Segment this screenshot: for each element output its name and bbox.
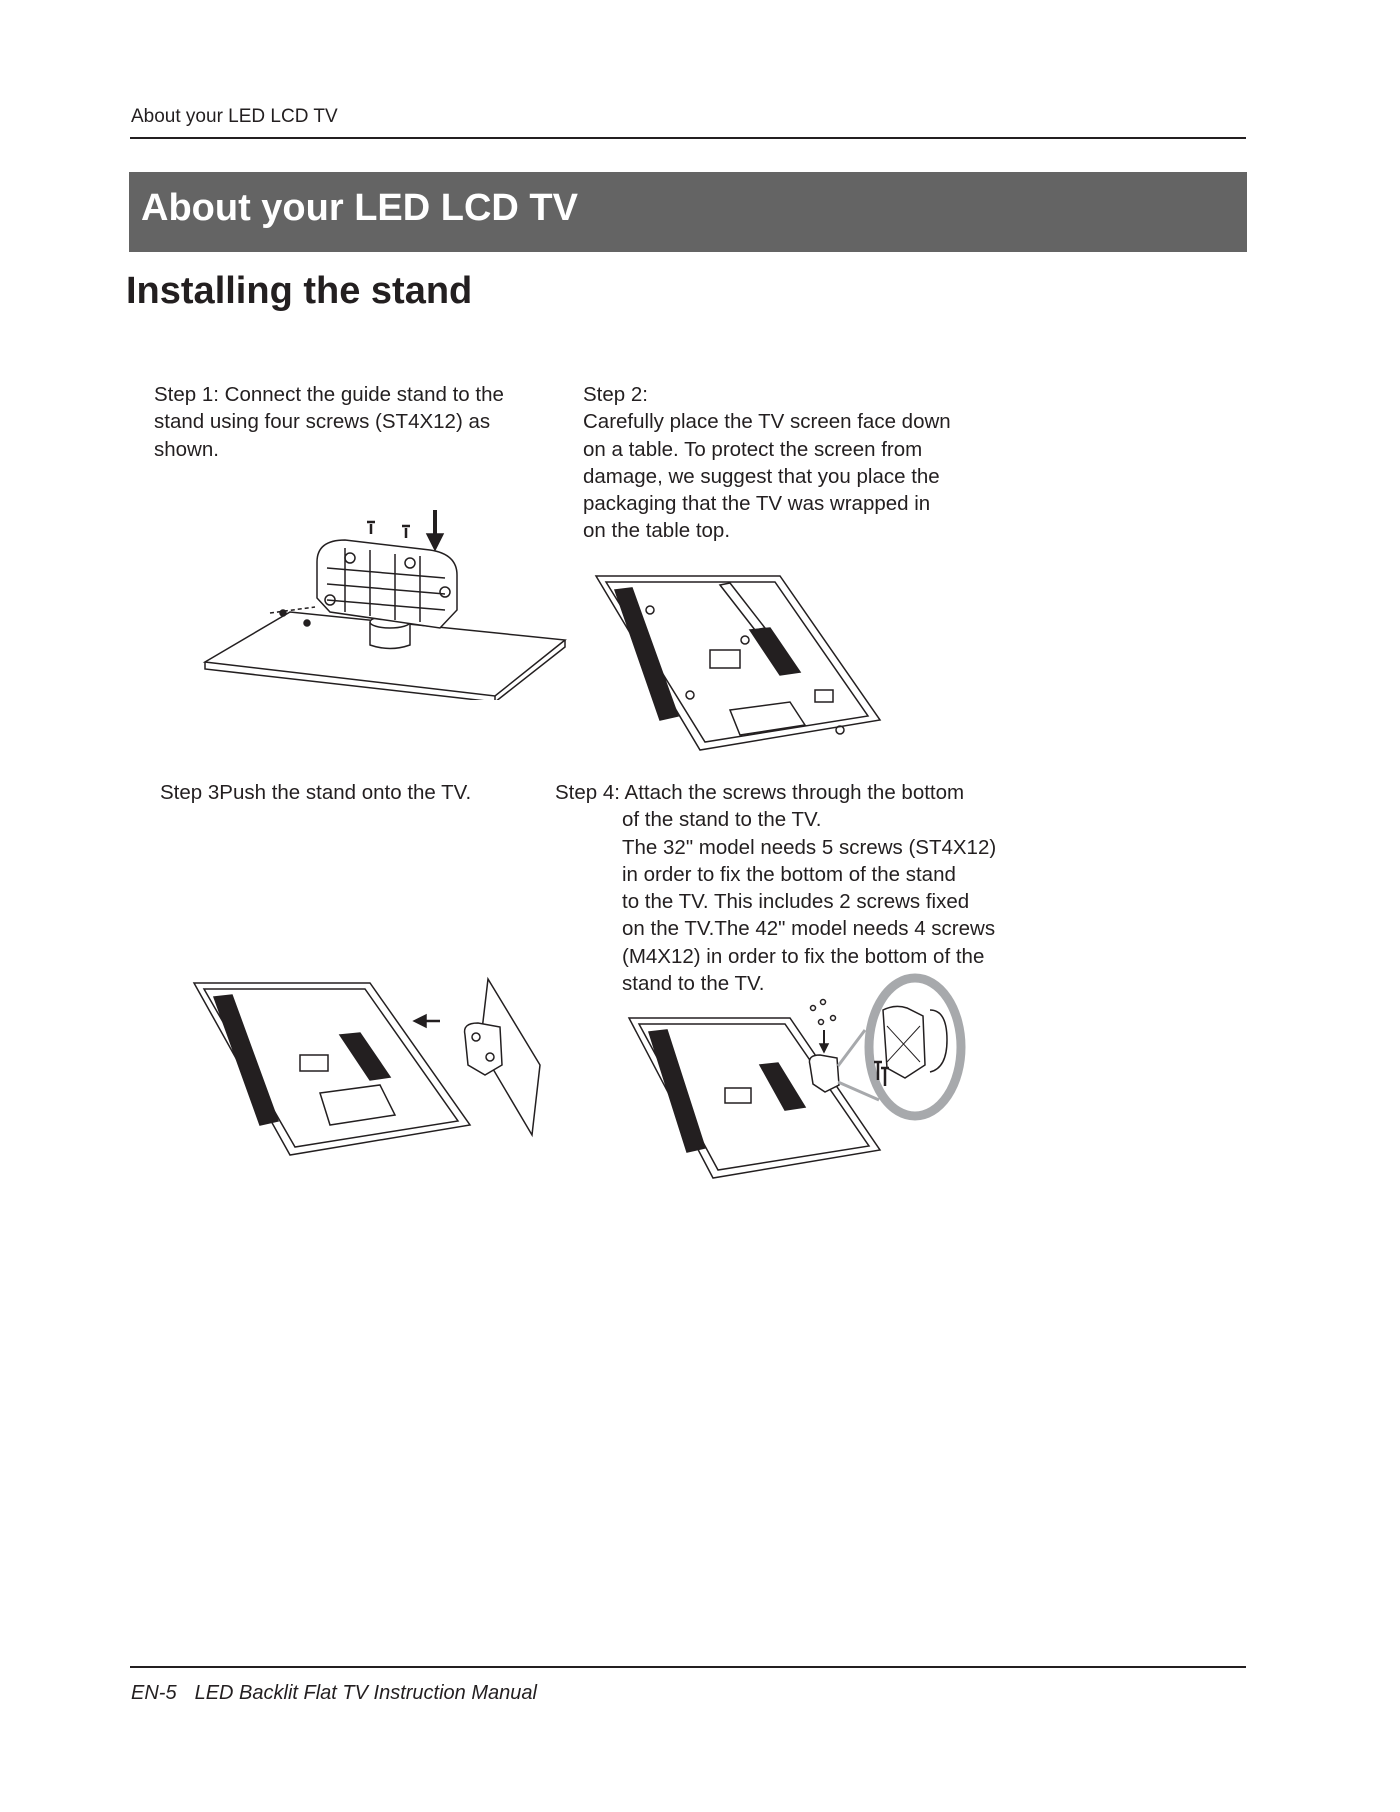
step-2-line: on a table. To protect the screen from <box>583 437 923 461</box>
step-2-line: packaging that the TV was wrapped in <box>583 492 931 516</box>
step-4-line: (M4X12) in order to fix the bottom of the <box>622 944 985 968</box>
step-2-tv-facedown-illustration <box>590 570 890 755</box>
step-4-text <box>555 779 1035 997</box>
step-1-text <box>154 381 544 463</box>
step-4-line: on the TV.The 42" model needs 4 screws <box>622 917 996 941</box>
step-4-line: in order to fix the bottom of the stand <box>622 862 956 886</box>
step-4-line: of the stand to the TV. <box>622 808 822 832</box>
page-footer <box>131 1682 555 1705</box>
step-2-text <box>583 381 1003 545</box>
page-number: EN-5 <box>131 1682 177 1704</box>
step-4-line: to the TV. This includes 2 screws fixed <box>622 890 970 914</box>
header-rule <box>130 137 1246 139</box>
step-2-line: damage, we suggest that you place the <box>583 464 940 488</box>
running-head: About your LED LCD TV <box>131 106 338 127</box>
step-2-line: Carefully place the TV screen face down <box>583 410 951 434</box>
step-1-stand-illustration <box>195 500 575 700</box>
step-2-line: on the table top. <box>583 519 731 543</box>
step-4-line: stand to the TV. <box>622 972 765 996</box>
step-4-attach-screws-illustration <box>625 970 970 1185</box>
chapter-title: About your LED LCD TV <box>141 187 578 229</box>
footer-rule <box>130 1666 1246 1668</box>
step-4-line: The 32" model needs 5 screws (ST4X12) <box>622 835 997 859</box>
step-3-line: Step 3Push the stand onto the TV. <box>160 781 472 804</box>
manual-title: LED Backlit Flat TV Instruction Manual <box>194 1682 537 1704</box>
step-1-line: Step 1: Connect the guide stand to the <box>154 383 504 406</box>
step-1-line: shown. <box>154 437 219 461</box>
step-2-line: Step 2: <box>583 383 648 406</box>
step-1-line: stand using four screws (ST4X12) as <box>154 410 491 434</box>
step-4-line: Step 4: Attach the screws through the bottom <box>555 781 965 804</box>
step-3-push-stand-illustration <box>190 975 550 1170</box>
section-title: Installing the stand <box>126 270 473 312</box>
chapter-banner <box>129 172 1247 252</box>
step-3-text <box>160 779 520 806</box>
